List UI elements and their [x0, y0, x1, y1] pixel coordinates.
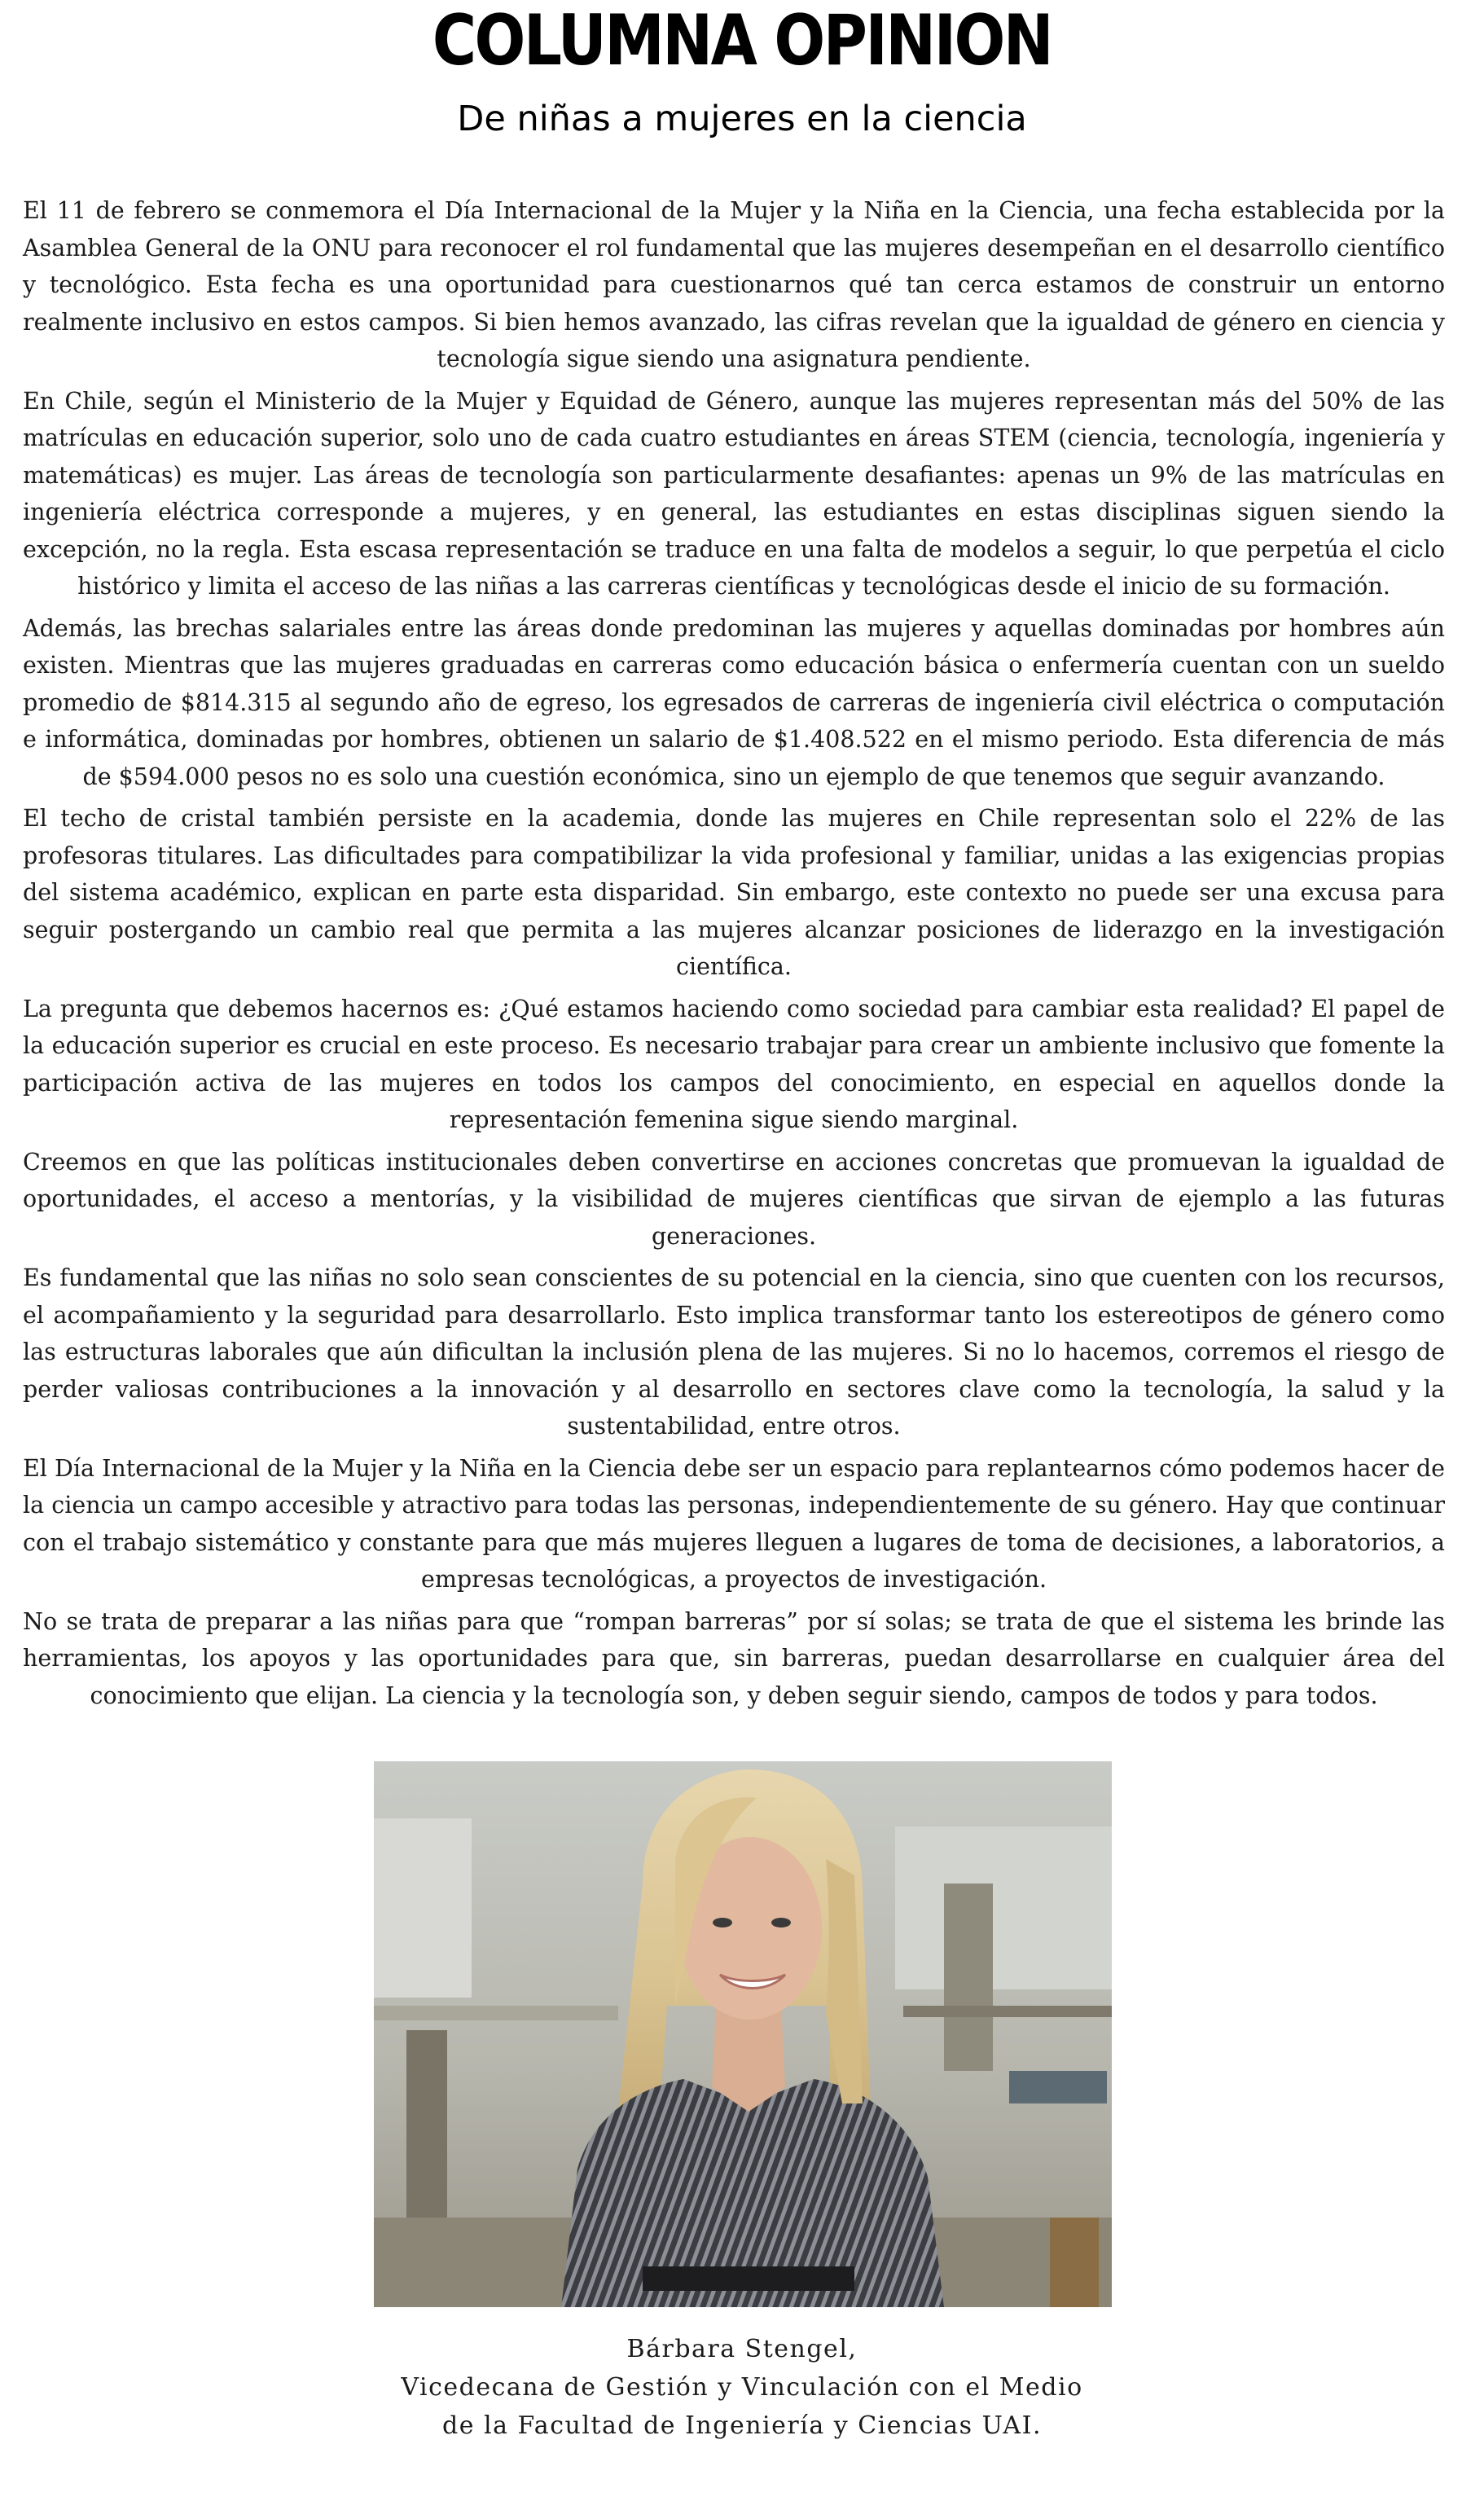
article-paragraph: Es fundamental que las niñas no solo sean conscientes de su potencial en la ciencia, sino que cuenten con los recursos, el acompañamiento y la seguridad para desarrollarlo. Esto implica transformar tanto los estereotipos de género como las estructuras laborales que aún dificultan la inclusión plena de las mujeres. Si no lo hacemos, corremos el riesgo de perder valiosas contribuciones a la innovación y al desarrollo en sectores clave como la tecnología, la salud y la sustentabilidad, entre otros.: [23, 1264, 1445, 1440]
author-caption: [0, 2330, 1484, 2445]
article-paragraph: No se trata de preparar a las niñas para que “rompan barreras” por sí solas; se trata de que el sistema les brinde las herramientas, los apoyos y las oportunidades para que, sin barreras, puedan desarrollarse en cualquier área del conocimiento que elijan. La ciencia y la tecnología son, y deben seguir siendo, campos de todos y para todos.: [23, 1607, 1445, 1709]
author-role-line-1: Vicedecana de Gestión y Vinculación con el Medio: [401, 2373, 1083, 2402]
article-paragraph: El Día Internacional de la Mujer y la Niña en la Ciencia debe ser un espacio para replantearnos cómo podemos hacer de la ciencia un campo accesible y atractivo para todas las personas, independientemente de su género. Hay que continuar con el trabajo sistemático y constante para que más mujeres lleguen a lugares de toma de decisiones, a laboratorios, a empresas tecnológicas, a proyectos de investigación.: [23, 1454, 1445, 1593]
article-paragraph: Además, las brechas salariales entre las áreas donde predominan las mujeres y aquellas dominadas por hombres aún existen. Mientras que las mujeres graduadas en carreras como educación básica o enfermería cuentan con un sueldo promedio de $814.315 al segundo año de egreso, los egresados de carreras de ingeniería civil eléctrica o computación e informática, dominadas por hombres, obtienen un salario de $1.408.522 en el mismo periodo. Esta diferencia de más de $594.000 pesos no es solo una cuestión económica, sino un ejemplo de que tenemos que seguir avanzando.: [23, 614, 1445, 790]
article-body: [23, 192, 1445, 1719]
author-portrait-photo: [374, 1761, 1112, 2307]
section-kicker: COLUMNA OPINION: [432, 0, 1052, 81]
article-paragraph: El techo de cristal también persiste en la academia, donde las mujeres en Chile representan solo el 22% de las profesoras titulares. Las dificultades para compatibilizar la vida profesional y familiar, unidas a las exigencias propias del sistema académico, explican en parte esta disparidad. Sin embargo, este contexto no puede ser una excusa para seguir postergando un cambio real que permita a las mujeres alcanzar posiciones de liderazgo en la investigación científica.: [23, 805, 1445, 980]
article-paragraph: La pregunta que debemos hacernos es: ¿Qué estamos haciendo como sociedad para cambiar esta realidad? El papel de la educación superior es crucial en este proceso. Es necesario trabajar para crear un ambiente inclusivo que fomente la participación activa de las mujeres en todos los campos del conocimiento, en especial en aquellos donde la representación femenina sigue siendo marginal.: [23, 995, 1445, 1133]
author-role-line-2: de la Facultad de Ingeniería y Ciencias UAI.: [442, 2411, 1042, 2440]
article-paragraph: Creemos en que las políticas institucionales deben convertirse en acciones concretas que promuevan la igualdad de oportunidades, el acceso a mentorías, y la visibilidad de mujeres científicas que sirvan de ejemplo a las futuras generaciones.: [23, 1148, 1445, 1250]
article-paragraph: El 11 de febrero se conmemora el Día Internacional de la Mujer y la Niña en la Ciencia, una fecha establecida por la Asamblea General de la ONU para reconocer el rol fundamental que las mujeres desempeñan en el desarrollo científico y tecnológico. Esta fecha es una oportunidad para cuestionarnos qué tan cerca estamos de construir un entorno realmente inclusivo en estos campos. Si bien hemos avanzado, las cifras revelan que la igualdad de género en ciencia y tecnología sigue siendo una asignatura pendiente.: [23, 197, 1445, 372]
author-name: Bárbara Stengel,: [626, 2335, 858, 2363]
article-paragraph: En Chile, según el Ministerio de la Mujer y Equidad de Género, aunque las mujeres representan más del 50% de las matrículas en educación superior, solo uno de cada cuatro estudiantes en áreas STEM (ciencia, tecnología, ingeniería y matemáticas) es mujer. Las áreas de tecnología son particularmente desafiantes: apenas un 9% de las matrículas en ingeniería eléctrica corresponde a mujeres, y en general, las estudiantes en estas disciplinas siguen siendo la excepción, no la regla. Esta escasa representación se traduce en una falta de modelos a seguir, lo que perpetúa el ciclo histórico y limita el acceso de las niñas a las carreras científicas y tecnológicas desde el inicio de su formación.: [23, 387, 1445, 600]
article-headline: De niñas a mujeres en la ciencia: [457, 99, 1027, 139]
